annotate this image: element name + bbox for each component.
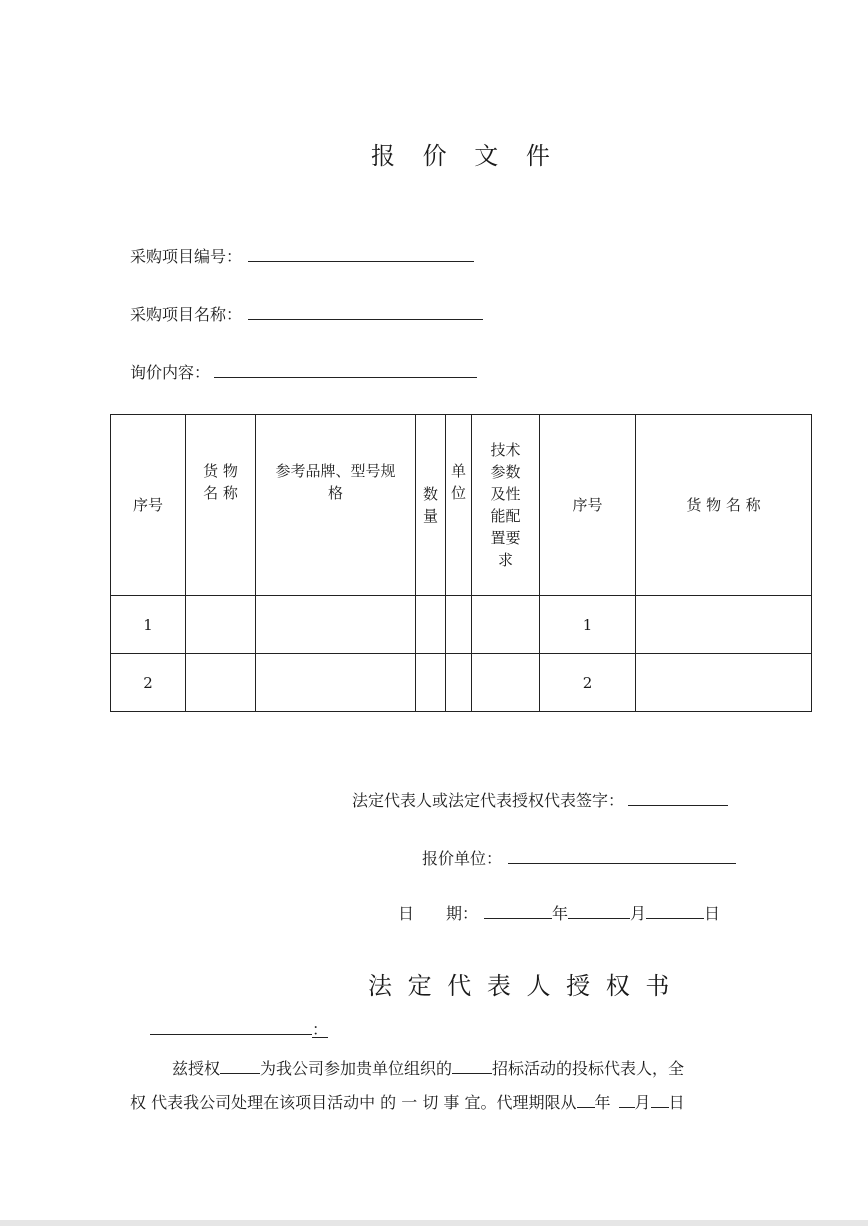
cell-unit[interactable] xyxy=(446,654,472,712)
auth-year-label: 年 xyxy=(594,1093,611,1112)
date-day-label: 日 xyxy=(704,904,721,923)
doc-title: 报 价 文 件 xyxy=(371,142,560,170)
auth-text: 权 代表我公司处理在该项目活动中 的 一 切 事 宜。代理期限从 xyxy=(130,1093,577,1112)
cell-quantity[interactable] xyxy=(416,596,446,654)
table-row xyxy=(111,654,812,712)
page-bottom-edge xyxy=(0,1220,868,1226)
auth-text: 招标活动的投标代表人，全 xyxy=(492,1059,685,1078)
cell-unit[interactable] xyxy=(446,596,472,654)
auth-day-blank[interactable] xyxy=(651,1093,669,1108)
cell-tech[interactable] xyxy=(472,596,540,654)
auth-addressee-colon: ： xyxy=(312,1020,329,1039)
project-name-blank[interactable] xyxy=(248,305,483,320)
quote-unit-field xyxy=(422,846,736,869)
cell-goods-name[interactable] xyxy=(186,654,256,712)
auth-title: 法 定 代 表 人 授 权 书 xyxy=(368,972,674,1000)
quote-table xyxy=(110,414,812,712)
inquiry-field xyxy=(130,360,477,383)
table-header-row xyxy=(111,415,812,596)
auth-addressee-blank[interactable] xyxy=(150,1020,312,1035)
auth-paragraph-line-2 xyxy=(130,1090,685,1113)
auth-addressee xyxy=(150,1020,328,1038)
cell-goods-name-2[interactable] xyxy=(636,596,812,654)
date-label: 日 期： xyxy=(398,904,479,923)
header-goods-name: 货 物 名 称 xyxy=(186,415,256,596)
auth-month-label: 月 xyxy=(634,1093,651,1112)
project-no-field xyxy=(130,244,474,267)
rep-signature-label: 法定代表人或法定代表授权代表签字： xyxy=(352,791,625,810)
header-quantity: 数 量 xyxy=(416,415,446,596)
date-month-blank[interactable] xyxy=(568,904,630,919)
header-tech: 技术 参数 及性 能配 置要 求 xyxy=(472,415,540,596)
auth-event-blank[interactable] xyxy=(452,1059,492,1074)
cell-quantity[interactable] xyxy=(416,654,446,712)
cell-seq: 2 xyxy=(111,654,186,712)
date-year-label: 年 xyxy=(552,904,569,923)
auth-year-blank[interactable] xyxy=(577,1093,595,1108)
inquiry-blank[interactable] xyxy=(214,363,477,378)
header-goods-name-2: 货 物 名 称 xyxy=(636,415,812,596)
quote-unit-blank[interactable] xyxy=(508,849,736,864)
cell-seq: 1 xyxy=(111,596,186,654)
project-name-label: 采购项目名称： xyxy=(130,305,243,324)
project-no-label: 采购项目编号： xyxy=(130,247,243,266)
quote-unit-label: 报价单位： xyxy=(422,849,503,868)
inquiry-label: 询价内容： xyxy=(130,363,211,382)
date-year-blank[interactable] xyxy=(484,904,552,919)
header-brand-model: 参考品牌、型号规 格 xyxy=(256,415,416,596)
header-seq: 序号 xyxy=(111,415,186,596)
cell-brand-model[interactable] xyxy=(256,596,416,654)
header-seq-2: 序号 xyxy=(540,415,636,596)
date-day-blank[interactable] xyxy=(646,904,704,919)
date-field xyxy=(398,901,720,924)
auth-month-blank[interactable] xyxy=(619,1093,635,1108)
auth-day-label: 日 xyxy=(668,1093,685,1112)
cell-goods-name-2[interactable] xyxy=(636,654,812,712)
auth-text: 兹授权 xyxy=(172,1059,221,1078)
cell-seq-2: 2 xyxy=(540,654,636,712)
cell-tech[interactable] xyxy=(472,654,540,712)
rep-signature-field xyxy=(352,788,728,811)
cell-seq-2: 1 xyxy=(540,596,636,654)
table-row xyxy=(111,596,812,654)
auth-paragraph-line-1 xyxy=(172,1056,684,1079)
project-no-blank[interactable] xyxy=(248,247,474,262)
auth-text: 为我公司参加贵单位组织的 xyxy=(260,1059,453,1078)
date-month-label: 月 xyxy=(630,904,647,923)
auth-agent-blank[interactable] xyxy=(220,1059,260,1074)
project-name-field xyxy=(130,302,483,325)
rep-signature-blank[interactable] xyxy=(628,791,728,806)
header-unit: 单 位 xyxy=(446,415,472,596)
cell-brand-model[interactable] xyxy=(256,654,416,712)
cell-goods-name[interactable] xyxy=(186,596,256,654)
